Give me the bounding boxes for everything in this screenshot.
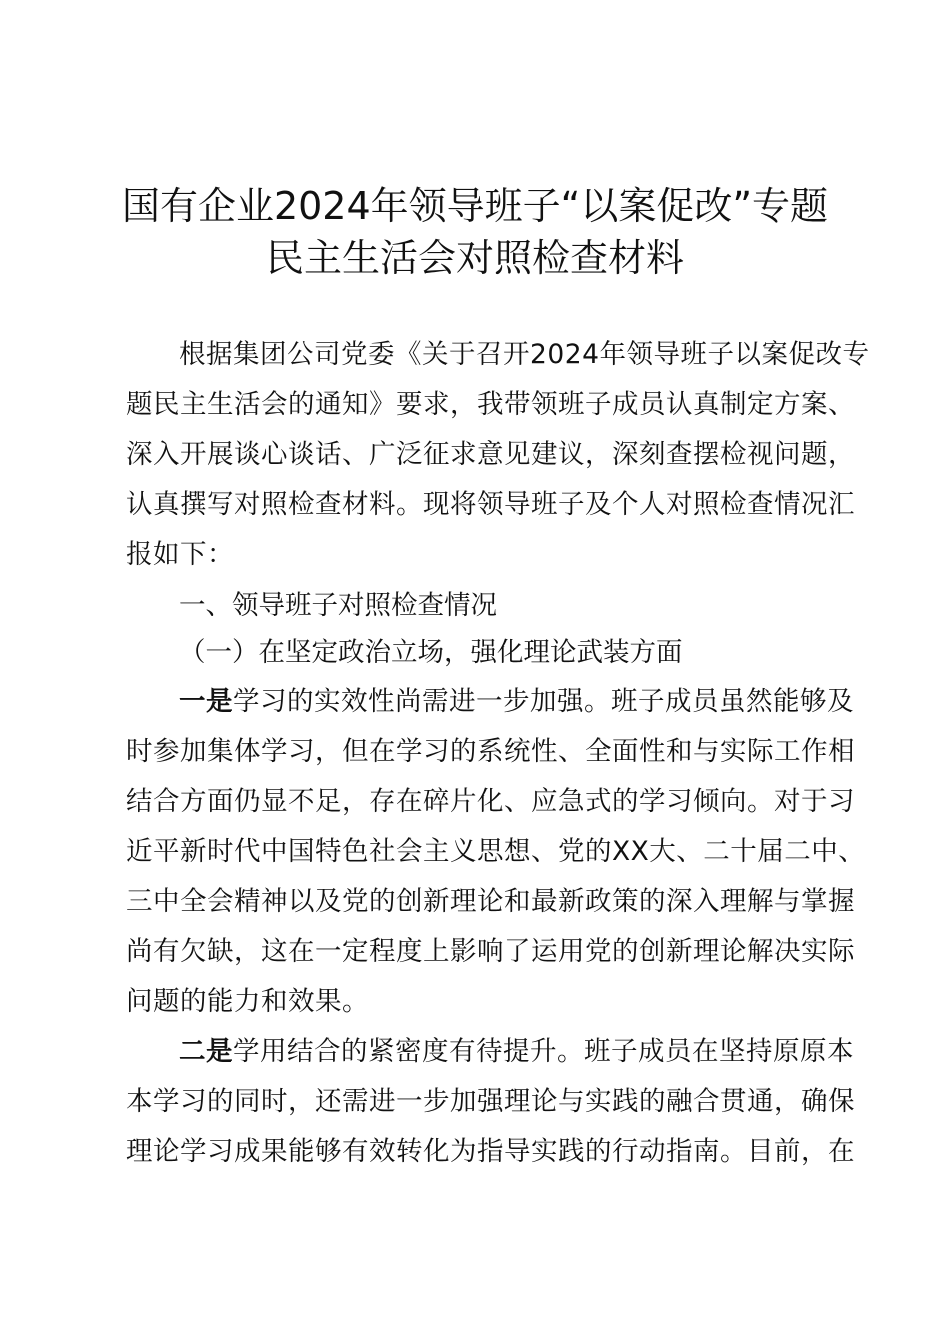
document-title-line-2: 民主生活会对照检查材料 (265, 236, 684, 280)
point-one-lead: 一是 (179, 686, 233, 717)
point-one-line: 尚有欠缺，这在一定程度上影响了运用党的创新理论解决实际 (126, 936, 855, 967)
intro-line: 报如下： (126, 539, 234, 570)
intro-line: 深入开展谈心谈话、广泛征求意见建议，深刻查摆检视问题， (126, 439, 855, 470)
section-heading: 一、领导班子对照检查情况 (179, 590, 497, 621)
point-two-line: 本学习的同时，还需进一步加强理论与实践的融合贯通，确保 (126, 1086, 855, 1117)
point-one-line: 近平新时代中国特色社会主义思想、党的XX大、二十届二中、 (126, 836, 866, 867)
point-one-paragraph (126, 677, 866, 1027)
point-one-first-line-text: 学习的实效性尚需进一步加强。班子成员虽然能够及 (233, 686, 854, 717)
point-two-first-line-text: 学用结合的紧密度有待提升。班子成员在坚持原原本 (233, 1036, 854, 1067)
intro-paragraph (126, 330, 870, 580)
point-one-line: 结合方面仍显不足，存在碎片化、应急式的学习倾向。对于习 (126, 786, 855, 817)
point-one-first-line (126, 677, 854, 727)
point-one-line: 三中全会精神以及党的创新理论和最新政策的深入理解与掌握 (126, 886, 855, 917)
intro-line: 认真撰写对照检查材料。现将领导班子及个人对照检查情况汇 (126, 489, 855, 520)
point-one-line: 问题的能力和效果。 (126, 986, 369, 1017)
intro-line: 根据集团公司党委《关于召开2024年领导班子以案促改专 (179, 339, 870, 370)
document-title-line-1: 国有企业2024年领导班子“以案促改”专题 (121, 184, 829, 228)
subsection-heading: （一）在坚定政治立场，强化理论武装方面 (179, 637, 683, 668)
point-two-paragraph (126, 1027, 855, 1177)
intro-line: 题民主生活会的通知》要求，我带领班子成员认真制定方案、 (126, 389, 855, 420)
point-one-line: 时参加集体学习，但在学习的系统性、全面性和与实际工作相 (126, 736, 855, 767)
point-two-first-line (126, 1027, 854, 1077)
point-two-line: 理论学习成果能够有效转化为指导实践的行动指南。目前，在 (126, 1136, 855, 1167)
point-two-lead: 二是 (179, 1036, 233, 1067)
